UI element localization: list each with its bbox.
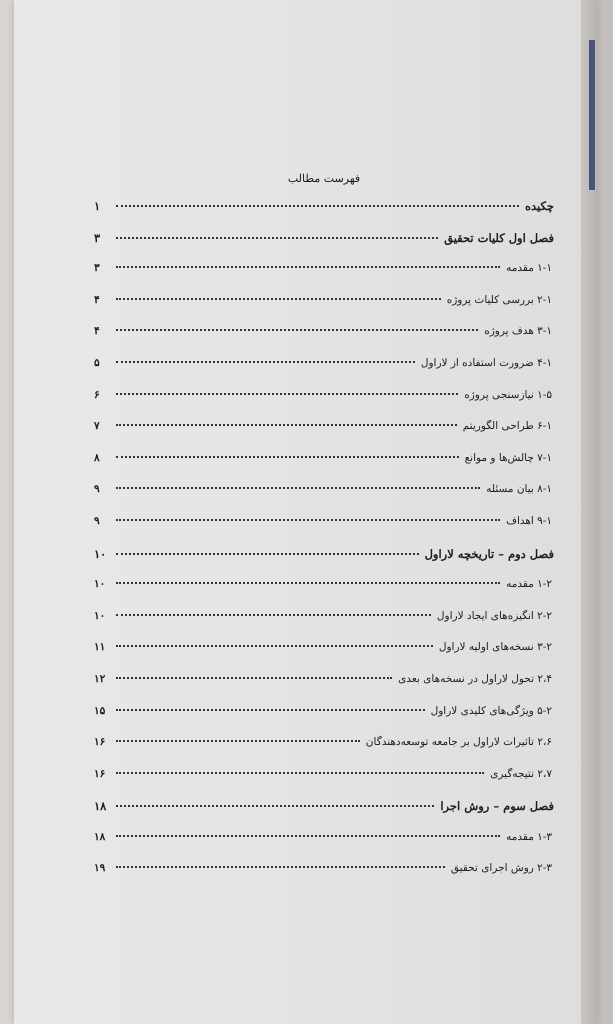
- toc-entry-page: ۹: [94, 514, 100, 527]
- toc-entry: [94, 357, 554, 389]
- toc-entry-page: ۶: [94, 388, 100, 401]
- toc-entry-label: ۱-۳ مقدمه: [506, 830, 552, 843]
- toc-entry-label: ۱-۲ مقدمه: [506, 578, 552, 591]
- toc-entry-label: فصل دوم – تاریخچه لاراول: [424, 546, 554, 561]
- dot-leader: [116, 553, 419, 555]
- toc-entry-page: ۱۸: [94, 799, 107, 814]
- toc-entry-page: ۱۰: [94, 578, 106, 591]
- toc-entry-page: ۴: [94, 325, 100, 338]
- dot-leader: [116, 237, 438, 239]
- toc-entry: [94, 325, 554, 357]
- toc-title: فهرست مطالب: [287, 172, 361, 185]
- toc-entry-chapter-2: [94, 547, 554, 579]
- spine-mark: [589, 40, 595, 190]
- dot-leader: [116, 393, 458, 395]
- toc-entry-label: ۷-۱ چالش‌ها و موانع: [464, 451, 552, 464]
- toc-entry: [94, 420, 554, 452]
- toc-entry-page: ۳: [94, 262, 100, 275]
- dot-leader: [116, 456, 459, 458]
- toc-entry-page: ۷: [94, 420, 100, 433]
- toc-entry: [94, 831, 554, 863]
- book-page: [14, 0, 597, 1024]
- toc-entry: [94, 768, 554, 800]
- toc-entry: [94, 736, 554, 768]
- dot-leader: [116, 709, 425, 711]
- toc-entry-page: ۱۲: [94, 672, 106, 685]
- dot-leader: [116, 772, 484, 774]
- toc-entry-label: ۳-۱ هدف پروژه: [484, 325, 552, 338]
- toc-entry: [94, 483, 554, 515]
- toc-entry-page: ۱۰: [94, 609, 106, 622]
- dot-leader: [116, 582, 500, 584]
- toc-entry-page: ۱۹: [94, 862, 106, 875]
- toc-entry-page: ۳: [94, 230, 101, 245]
- toc-entry: [94, 578, 554, 610]
- dot-leader: [116, 298, 441, 300]
- toc-entry: [94, 862, 554, 894]
- toc-entry-label: ۲-۳ روش اجرای تحقیق: [450, 862, 552, 875]
- toc-entry: [94, 389, 554, 421]
- toc-entry-label: ۹-۱ اهداف: [506, 514, 552, 527]
- dot-leader: [116, 677, 392, 679]
- dot-leader: [116, 424, 457, 426]
- toc-entry-page: ۱۰: [94, 546, 107, 561]
- dot-leader: [116, 645, 433, 647]
- toc-entry: [94, 294, 554, 326]
- toc-entry: [94, 705, 554, 737]
- toc-entry-label: ۲،۶ تاثیرات لاراول بر جامعه توسعه‌دهندگان: [365, 736, 552, 749]
- toc-entry-label: ۴-۱ ضرورت استفاده از لاراول: [420, 356, 552, 369]
- dot-leader: [116, 835, 500, 837]
- toc-entry: [94, 452, 554, 484]
- toc-entry: [94, 262, 554, 294]
- toc-entry: [94, 673, 554, 705]
- toc-entry-page: ۱۶: [94, 767, 106, 780]
- toc-entry-page: ۱: [94, 199, 101, 213]
- toc-entry-page: ۸: [94, 451, 100, 464]
- toc-entry-label: ۲-۱ بررسی کلیات پروژه: [446, 293, 552, 306]
- toc-entry-label: ۶-۱ طراحی الگوریتم: [462, 420, 552, 433]
- toc-entry-label: ۱-۱ مقدمه: [506, 262, 552, 275]
- dot-leader: [116, 266, 500, 268]
- toc-entry-label: فصل اول کلیات تحقیق: [444, 230, 554, 245]
- toc-entry-abstract: [94, 199, 554, 231]
- dot-leader: [116, 329, 478, 331]
- toc-entry-label: ۲-۲ انگیزه‌های ایجاد لاراول: [436, 609, 552, 622]
- toc-entry-page: ۱۸: [94, 830, 106, 843]
- toc-entry: [94, 641, 554, 673]
- dot-leader: [116, 614, 431, 616]
- dot-leader: [116, 205, 519, 207]
- dot-leader: [116, 487, 480, 489]
- dot-leader: [116, 519, 500, 521]
- toc-entry-label: ۵-۲ ویژگی‌های کلیدی لاراول: [430, 704, 552, 717]
- toc-entry-chapter-1: [94, 231, 554, 263]
- toc-entry: [94, 610, 554, 642]
- toc-entry-label: ۲،۷ نتیجه‌گیری: [490, 767, 552, 780]
- toc-entry-page: ۱۱: [94, 641, 106, 654]
- toc-entry-label: چکیده: [525, 199, 554, 213]
- toc-entry-label: ۱-۵ نیازسنجی پروژه: [464, 388, 552, 401]
- table-of-contents: [94, 172, 554, 894]
- dot-leader: [116, 866, 445, 868]
- page-edge: [581, 0, 597, 1024]
- toc-entry-page: ۹: [94, 483, 100, 496]
- toc-entry-page: ۱۵: [94, 704, 106, 717]
- dot-leader: [116, 805, 434, 807]
- toc-entry-label: ۳-۲ نسخه‌های اولیه لاراول: [438, 641, 552, 654]
- dot-leader: [116, 740, 360, 742]
- toc-entry-page: ۱۶: [94, 736, 106, 749]
- toc-entry-chapter-3: [94, 799, 554, 831]
- toc-entry-page: ۵: [94, 356, 100, 369]
- toc-entry-label: فصل سوم – روش اجرا: [440, 799, 554, 814]
- toc-entry: [94, 515, 554, 547]
- toc-entry-label: ۸-۱ بیان مسئله: [486, 483, 552, 496]
- toc-entry-page: ۴: [94, 293, 100, 306]
- dot-leader: [116, 361, 415, 363]
- toc-entry-label: ۲،۴ تحول لاراول در نسخه‌های بعدی: [398, 672, 552, 685]
